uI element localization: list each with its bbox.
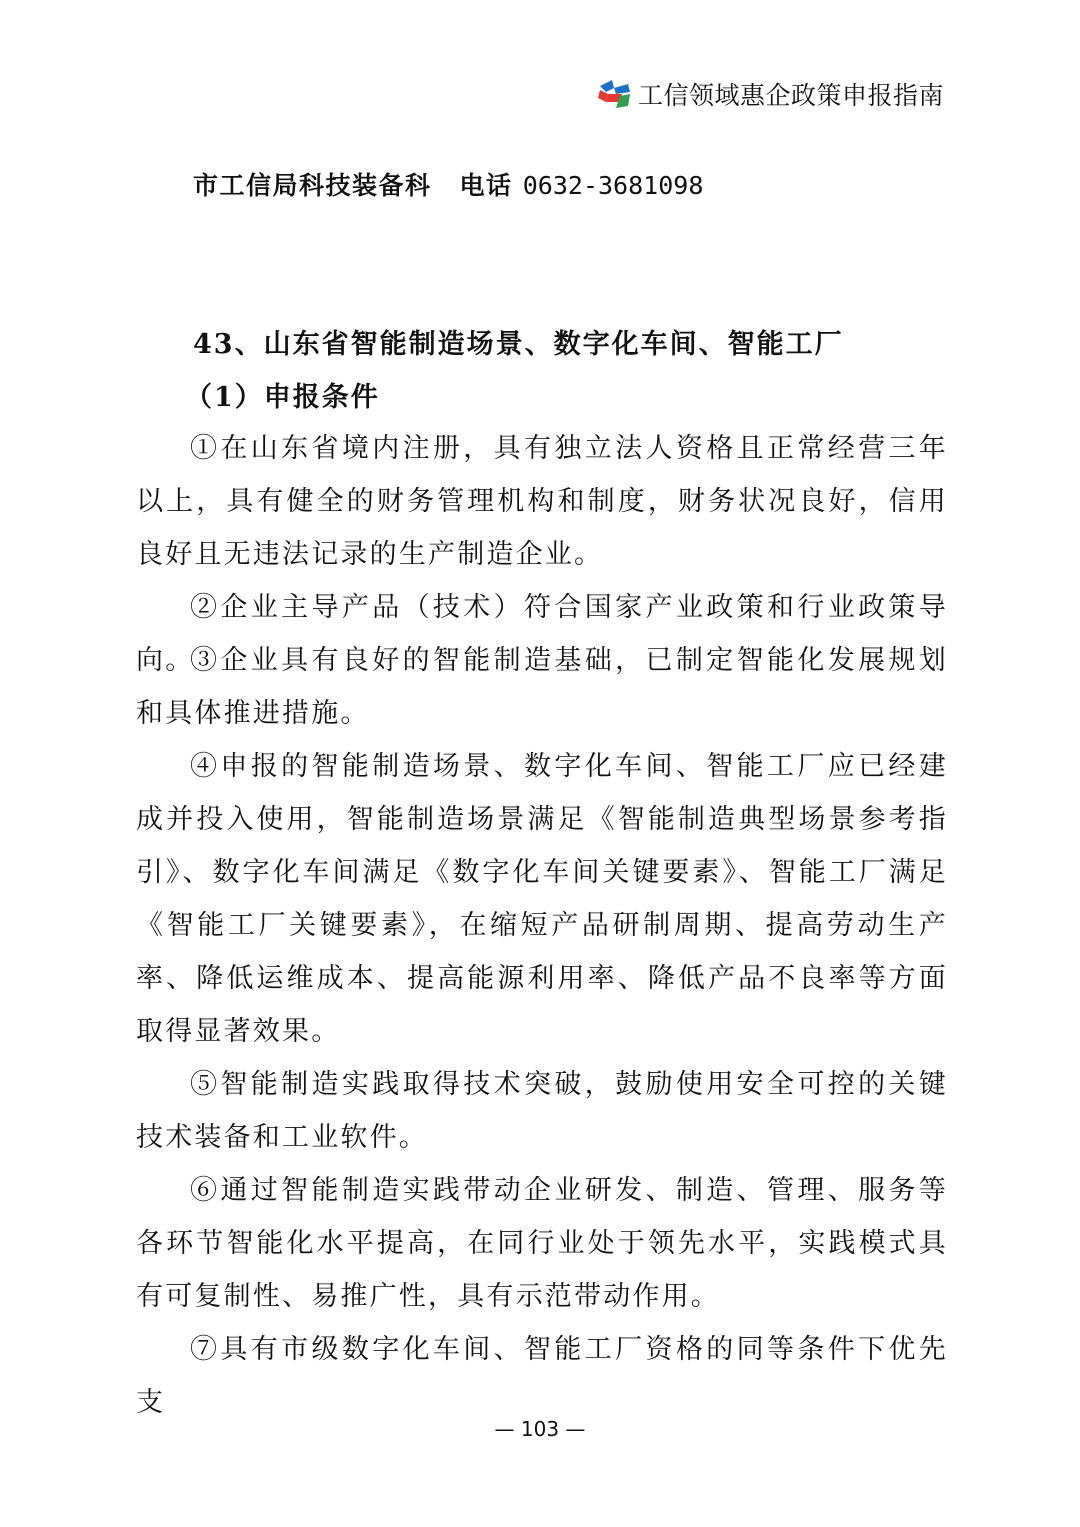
phone-number: 0632-3681098 [522,171,704,200]
paragraph-5: ⑤智能制造实践取得技术突破，鼓励使用安全可控的关键技术装备和工业软件。 [136,1069,948,1153]
section-title: 43、山东省智能制造场景、数字化车间、智能工厂 [193,329,844,360]
page-number: — 103 — [494,1417,586,1441]
paragraph-2: ②企业主导产品（技术）符合国家产业政策和行业政策导向。 [136,592,948,676]
contact-line [193,166,703,202]
phone-label: 电话 [459,171,513,200]
paragraph-1: ①在山东省境内注册，具有独立法人资格且正常经营三年以上，具有健全的财务管理机构和制度，财务状况良好，信用良好且无违法记录的生产制造企业。 [136,433,948,570]
paragraph-3: ③企业具有良好的智能制造基础，已制定智能化发展规划和具体推进措施。 [136,645,948,729]
section-subtitle: （1）申报条件 [185,382,380,413]
paragraph-6: ⑥通过智能制造实践带动企业研发、制造、管理、服务等各环节智能化水平提高，在同行业处于领先水平，实践模式具有可复制性、易推广性，具有示范带动作用。 [136,1175,948,1312]
page-header [598,76,944,112]
header-title: 工信领域惠企政策申报指南 [637,81,944,110]
department-name: 市工信局科技装备科 [193,171,432,200]
logo-icon [598,80,632,108]
paragraph-7: ⑦具有市级数字化车间、智能工厂资格的同等条件下优先支 [136,1334,948,1418]
paragraph-4: ④申报的智能制造场景、数字化车间、智能工厂应已经建成并投入使用，智能制造场景满足《智能制造典型场景参考指引》、数字化车间满足《数字化车间关键要素》、智能工厂满足《智能工厂关键要素》，在缩短产品研制周期、提高劳动生产率、降低运维成本、提高能源利用率、降低产品不良率等方面取得显著效果。 [136,751,948,1047]
